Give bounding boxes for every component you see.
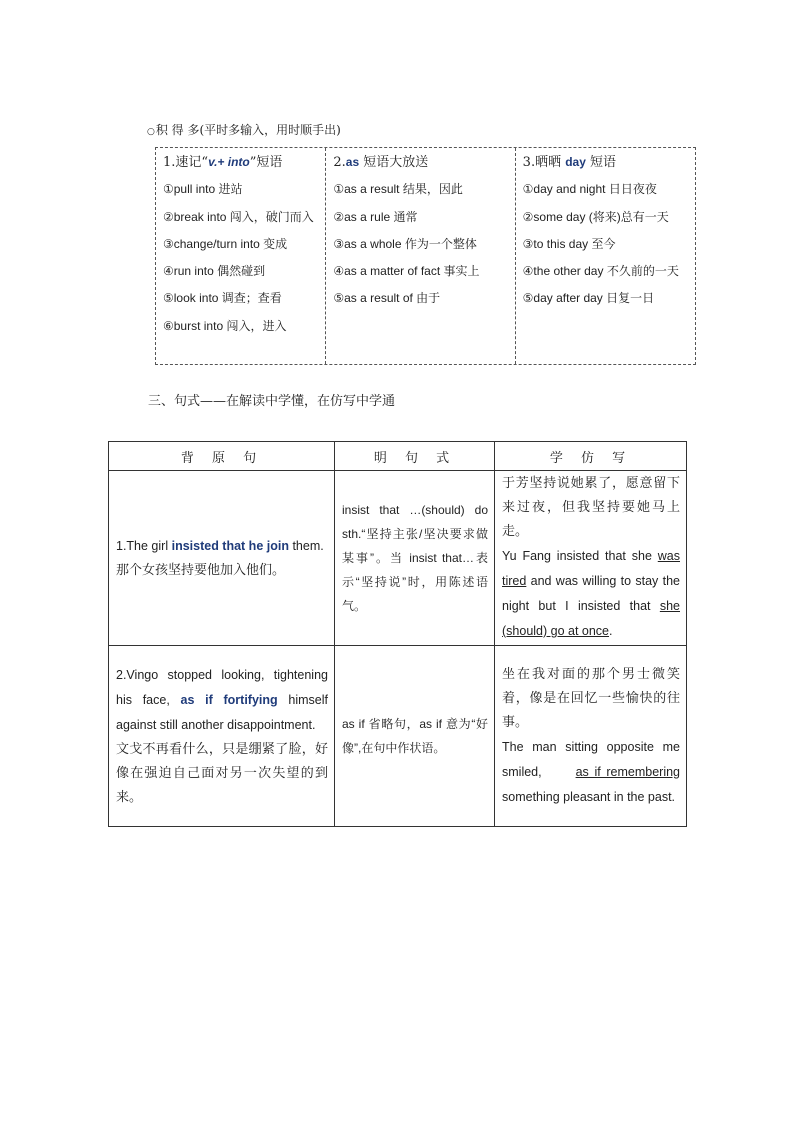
- original-sentence-cell: [109, 646, 335, 827]
- imitate-chinese: 于芳坚持说她累了，愿意留下来过夜，但我坚持要她马上走。: [502, 476, 680, 539]
- vocab-item: ⑤day after day 日复一日: [522, 291, 655, 306]
- bullet-icon: ○: [147, 127, 155, 137]
- vocab-item: ②as a rule 通常: [333, 209, 418, 224]
- title-suffix: 短语大放送: [359, 155, 429, 170]
- vocab-item: ④run into 偶然碰到: [163, 264, 266, 279]
- header-original: 背 原 句: [109, 442, 335, 471]
- title-prefix: 3.晒晒: [522, 155, 566, 170]
- sentence-highlight: as if fortifying: [180, 692, 278, 707]
- vocab-col-title: [163, 149, 325, 176]
- sentence-text: them.: [288, 538, 324, 553]
- imitate-cell: [495, 471, 687, 646]
- vocab-item: ③change/turn into 变成: [163, 236, 288, 251]
- vocab-item: ②break into 闯入，破门而入: [163, 209, 314, 224]
- pattern-cell: [335, 471, 495, 646]
- sentence-highlight: insisted that he join: [171, 538, 289, 553]
- lead-line: [147, 121, 341, 138]
- vocab-item: ②some day (将来)总有一天: [522, 209, 669, 224]
- vocab-box: [155, 147, 696, 365]
- imitate-text: and was willing to stay the night but I insisted that: [502, 574, 680, 613]
- imitate-exercise: [502, 663, 684, 810]
- title-prefix: 1.速记“: [163, 155, 209, 170]
- lead-text: 积 得 多(平时多输入，用时顺手出): [155, 123, 341, 137]
- vocab-col-into: [156, 148, 325, 364]
- imitate-text: .: [609, 624, 613, 638]
- sentence-table: [108, 441, 687, 827]
- vocab-item: ⑤as a result of 由于: [333, 291, 441, 306]
- original-sentence-cell: [109, 471, 335, 646]
- original-sentence: [116, 534, 328, 583]
- imitate-chinese: 坐在我对面的那个男士微笑着，像是在回忆一些愉快的往事。: [502, 666, 680, 730]
- header-pattern: 明 句 式: [335, 442, 495, 471]
- vocab-item: ①pull into 进站: [163, 182, 243, 197]
- sentence-text: 2.Vingo stopped looking, tightening his face,: [116, 667, 328, 707]
- vocab-item: ④the other day 不久前的一天: [522, 264, 679, 279]
- sentence-translation: 那个女孩坚持要他加入他们。: [116, 562, 286, 578]
- section-title: 三、句式——在解读中学懂，在仿写中学通: [148, 394, 396, 409]
- sentence-text: himself against still another disappointment.: [116, 692, 328, 732]
- imitate-answer: she (should) go at once: [502, 599, 680, 638]
- pattern-cell: [335, 646, 495, 827]
- imitate-text: The man sitting opposite me smiled,: [502, 739, 684, 779]
- title-suffix: ”短语: [249, 155, 283, 170]
- vocab-item: ①as a result 结果，因此: [333, 182, 463, 197]
- original-sentence: [116, 663, 328, 810]
- title-highlight: day: [565, 155, 586, 169]
- vocab-item: ①day and night 日日夜夜: [522, 182, 657, 197]
- imitate-cell: [495, 646, 687, 827]
- sentence-translation: 文戈不再看什么，只是绷紧了脸，好像在强迫自己面对另一次失望的到来。: [116, 741, 328, 805]
- vocab-col-day: [515, 148, 695, 364]
- title-suffix: 短语: [585, 155, 617, 170]
- vocab-col-title: [523, 149, 695, 176]
- vocab-col-as: [325, 148, 514, 364]
- pattern-explanation: insist that …(should) do sth.“坚持主张/坚决要求做某事”。当 insist that…表示“坚持说”时，用陈述语气。: [342, 503, 488, 613]
- table-header-row: [109, 442, 687, 471]
- vocab-item: ③to this day 至今: [522, 236, 616, 251]
- imitate-answer: as if remembering: [575, 764, 680, 779]
- imitate-answer: was tired: [502, 549, 680, 588]
- table-row: [109, 646, 687, 827]
- vocab-item: ③as a whole 作为一个整体: [333, 236, 477, 251]
- title-highlight: as: [345, 155, 360, 169]
- vocab-col-title: [333, 149, 514, 176]
- table-row: [109, 471, 687, 646]
- imitate-text: Yu Fang insisted that she: [502, 549, 658, 563]
- sentence-text: 1.The girl: [116, 538, 172, 553]
- pattern-explanation: as if 省略句，as if 意为“好像”,在句中作状语。: [342, 717, 488, 755]
- vocab-item: ④as a matter of fact 事实上: [333, 264, 480, 279]
- title-highlight: v.+ into: [208, 155, 250, 169]
- header-imitate: 学 仿 写: [495, 442, 687, 471]
- title-prefix: 2.: [333, 155, 346, 170]
- vocab-item: ⑥burst into 闯入，进入: [163, 318, 287, 333]
- imitate-text: something pleasant in the past.: [502, 789, 676, 804]
- vocab-item: ⑤look into 调查；查看: [163, 291, 282, 306]
- imitate-exercise: [502, 472, 680, 644]
